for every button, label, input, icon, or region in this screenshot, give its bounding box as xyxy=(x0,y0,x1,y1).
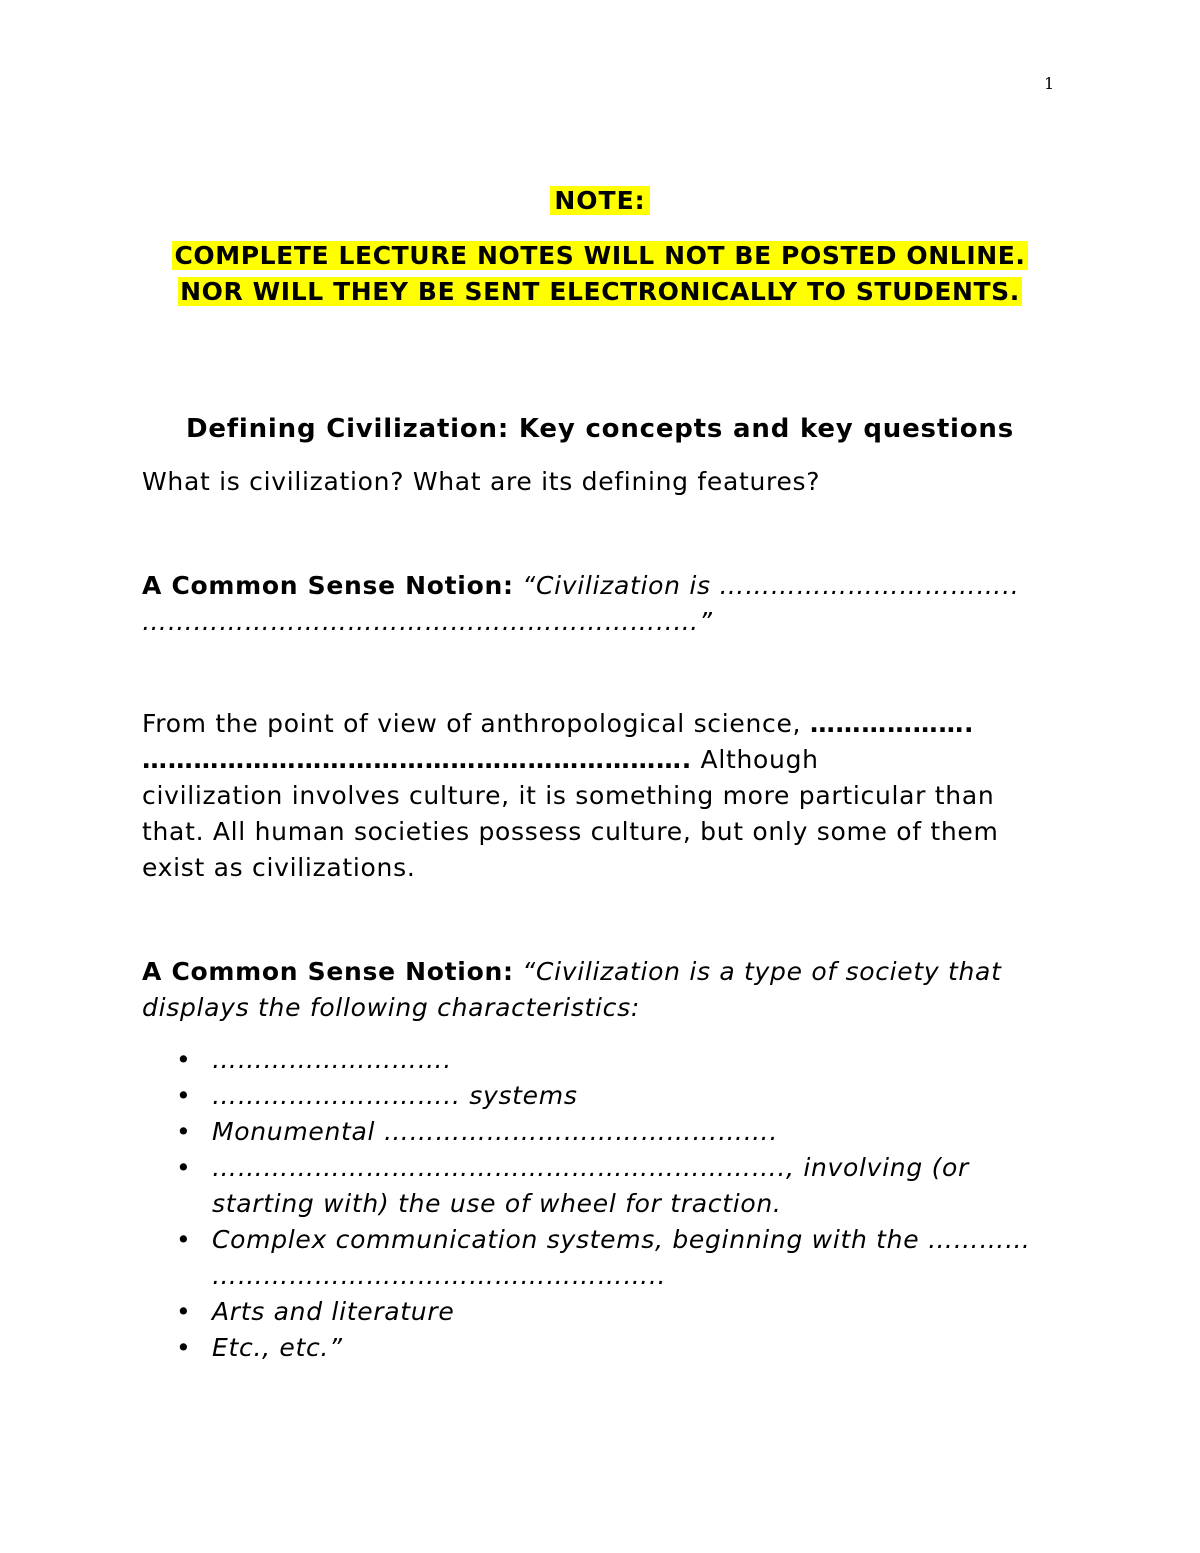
warning-notice xyxy=(0,238,1200,310)
list-item-text: Monumental ………………………………………. xyxy=(212,1117,778,1146)
list-item xyxy=(142,1078,1062,1114)
list-item xyxy=(142,1222,1062,1294)
note-label-text: NOTE: xyxy=(550,186,649,215)
anthropology-line-2: Although xyxy=(691,745,819,774)
list-item-text: ……………………….. systems xyxy=(212,1081,578,1110)
notion-2-label: A Common Sense Notion: xyxy=(142,957,514,986)
list-item-text: Complex communication systems, beginning with the ………… …………………………………………….. xyxy=(212,1225,1031,1290)
list-item xyxy=(142,1114,1062,1150)
characteristics-list xyxy=(142,1042,1062,1366)
list-item xyxy=(142,1042,1062,1078)
list-item xyxy=(142,1150,1062,1222)
bullet-icon: • xyxy=(176,1333,192,1362)
section-title: Defining Civilization: Key concepts and key questions xyxy=(185,414,1015,444)
common-sense-notion-1-continued xyxy=(142,604,1062,640)
anthropology-paragraph xyxy=(142,706,1062,886)
anthropology-line-1: From the point of view of anthropological science, xyxy=(142,709,810,738)
list-item-text: Arts and literature xyxy=(212,1297,455,1326)
anthropology-rest: civilization involves culture, it is something more particular than that. All human societies possess culture, but only some of them exist as civilizations. xyxy=(142,781,999,882)
notion-1-text-cont: ……………………………………………………..…” xyxy=(142,607,713,636)
list-item xyxy=(142,1330,1062,1366)
bullet-icon: • xyxy=(176,1297,192,1326)
common-sense-notion-1 xyxy=(142,568,1062,604)
bullet-icon: • xyxy=(176,1153,192,1182)
notion-1-label: A Common Sense Notion: xyxy=(142,571,514,600)
list-item-text: …………………………………………………………., involving (or starting with) the use of wheel for traction. xyxy=(212,1153,969,1218)
list-item xyxy=(142,1294,1062,1330)
anthropology-blank-1: ………………. xyxy=(809,709,975,738)
bullet-icon: • xyxy=(176,1081,192,1110)
bullet-icon: • xyxy=(176,1117,192,1146)
bullet-icon: • xyxy=(176,1045,192,1074)
page-number: 1 xyxy=(1044,74,1055,93)
notion-2-text: “Civilization is a type of society that displays the following characteristics: xyxy=(142,957,1002,1022)
common-sense-notion-2 xyxy=(142,954,1062,1026)
warning-line-1: COMPLETE LECTURE NOTES WILL NOT BE POSTED ONLINE. xyxy=(174,241,1026,270)
list-item-text: Etc., etc.” xyxy=(212,1333,343,1362)
bullet-icon: • xyxy=(176,1225,192,1254)
key-question: What is civilization? What are its defining features? xyxy=(142,467,821,496)
note-label xyxy=(0,186,1200,215)
anthropology-blank-2: ………………………………………………………. xyxy=(142,745,692,774)
notion-1-text: “Civilization is …………………………….. xyxy=(513,571,1020,600)
list-item-text: ………………………. xyxy=(212,1045,452,1074)
warning-line-2: NOR WILL THEY BE SENT ELECTRONICALLY TO STUDENTS. xyxy=(180,277,1020,306)
